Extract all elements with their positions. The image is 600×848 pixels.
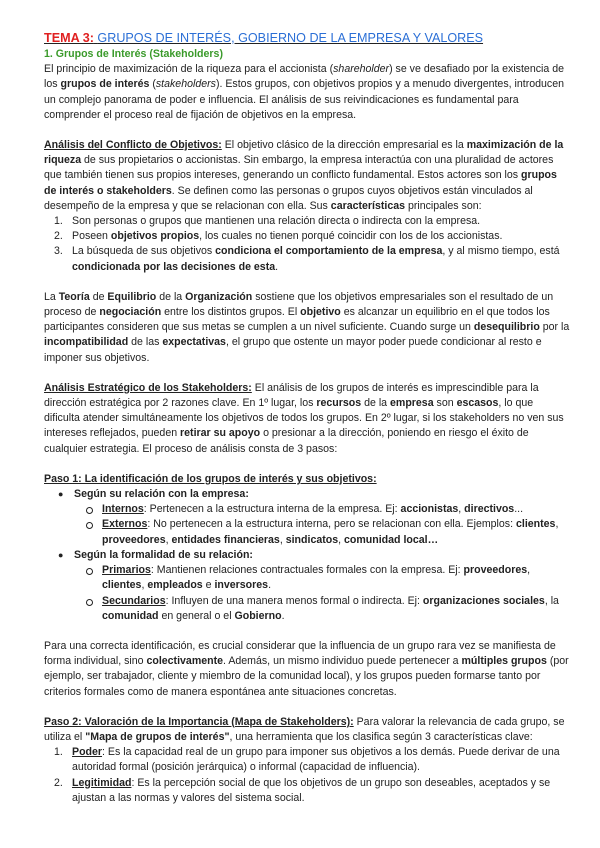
- bullet-icon: ●: [58, 549, 64, 560]
- list-item: 2. Legitimidad: Es la percepción social de que los objetivos de un grupo son deseables, aceptados y se ajustan a las normas y valores del sistema social.: [54, 776, 551, 804]
- title-text: GRUPOS DE INTERÉS, GOBIERNO DE LA EMPRESA Y VALORES: [97, 31, 484, 45]
- title-prefix: TEMA 3:: [44, 31, 94, 45]
- step1-list: [44, 487, 572, 624]
- list-item: 1. Son personas o grupos que mantienen una relación directa o indirecta con la empresa.: [54, 215, 481, 228]
- list-item: 2. Poseen objetivos propios, los cuales no tienen porqué coincidir con los de los accionistas.: [54, 230, 503, 243]
- circle-bullet-icon: [86, 522, 93, 529]
- list-item: 1. Poder: Es la capacidad real de un grupo para imponer sus objetivos a los demás. Puede derivar de una autoridad formal (posición jerárquica) o informal (capacidad de influencia).: [54, 746, 560, 774]
- strategic-analysis-paragraph: Análisis Estratégico de los Stakeholders: El análisis de los grupos de interés es imprescindible para la dirección estratégica por 2 razones clave. En 1º lugar, los recursos de la empresa son escasos, lo que dificulta atender simultáneamente los objetivos de todos los grupos. En 2º lugar, si los stakeholders no ven sus intereses reflejados, pueden retirar su apoyo o presionar a la dirección, poniendo en riesgo el éxito de cualquier estrategia. El proceso de análisis consta de 3 pasos:: [44, 381, 564, 455]
- stakeholder-map-list: [44, 745, 572, 806]
- section-heading: 1. Grupos de Interés (Stakeholders): [44, 48, 223, 60]
- step1-heading: Paso 1: La identificación de los grupos de interés y sus objetivos:: [44, 472, 377, 485]
- list-item: ● Según la formalidad de su relación:: [44, 548, 572, 563]
- page-title: [44, 30, 572, 46]
- list-item: ● Según su relación con la empresa:: [44, 487, 572, 502]
- identification-paragraph: Para una correcta identificación, es crucial considerar que la influencia de un grupo rara vez se manifiesta de forma individual, sino colectivamente. Además, un mismo individuo puede pertenecer a múltiples grupos (por ejemplo, ser trabajador, cliente y miembro de la comunidad local), y los grupos pueden formarse tanto por criterios formales como de manera espontánea ante situaciones concretas.: [44, 639, 569, 698]
- characteristics-list: [44, 214, 572, 275]
- step2-paragraph: Paso 2: Valoración de la Importancia (Mapa de Stakeholders): Para valorar la relevancia de cada grupo, se utiliza el "Mapa de grupos de interés", una herramienta que los clasifica según 3 características clave:: [44, 715, 565, 743]
- bullet-icon: ●: [58, 489, 64, 500]
- circle-bullet-icon: [86, 599, 93, 606]
- circle-bullet-icon: [86, 568, 93, 575]
- circle-bullet-icon: [86, 507, 93, 514]
- conflict-heading: Análisis del Conflicto de Objetivos:: [44, 139, 222, 152]
- list-item: Secundarios: Influyen de una manera menos formal o indirecta. Ej: organizaciones sociales, la comunidad en general o el Gobierno.: [44, 594, 572, 624]
- list-item: Primarios: Mantienen relaciones contractuales formales con la empresa. Ej: proveedores, clientes, empleados e inversores.: [44, 563, 572, 593]
- step2-heading: Paso 2: Valoración de la Importancia (Mapa de Stakeholders):: [44, 715, 354, 728]
- intro-paragraph: El principio de maximización de la riqueza para el accionista (shareholder) se ve desafiado por la existencia de los grupos de interés (stakeholders). Estos grupos, con objetivos propios y a menudo divergentes, introducen un complejo panorama de poder e influencia. El análisis de sus reivindicaciones es fundamental para comprender el proceso real de fijación de objetivos en la empresa.: [44, 63, 564, 121]
- strategic-heading: Análisis Estratégico de los Stakeholders:: [44, 381, 252, 394]
- list-item: 3. La búsqueda de sus objetivos condiciona el comportamiento de la empresa, y al mismo tiempo, está condicionada por las decisiones de esta.: [54, 245, 560, 273]
- list-item: Internos: Pertenecen a la estructura interna de la empresa. Ej: accionistas, directivos...: [44, 502, 572, 517]
- equilibrium-theory-paragraph: La Teoría de Equilibrio de la Organización sostiene que los objetivos empresariales son el resultado de un proceso de negociación entre los distintos grupos. El objetivo es alcanzar un equilibrio en el que todos los participantes consideren que sus metas se cumplen a un nivel suficiente. Cuando surge un desequilibrio por la incompatibilidad de las expectativas, el grupo que ostente un mayor poder puede condicionar al resto e imponer sus objetivos.: [44, 290, 570, 364]
- list-item: Externos: No pertenecen a la estructura interna, pero se relacionan con ella. Ejemplos: clientes, proveedores, entidades financieras, sindicatos, comunidad local…: [44, 517, 572, 547]
- conflict-paragraph: Análisis del Conflicto de Objetivos: El objetivo clásico de la dirección empresarial es la maximización de la riqueza de sus propietarios o accionistas. Sin embargo, la empresa interactúa con una pluralidad de actores que también tienen sus propios intereses, generando un conflicto fundamental. Estos actores son los grupos de interés o stakeholders. Se definen como las personas o grupos cuyos objetivos están vinculados al desempeño de la empresa y que se relacionan con ella. Sus características principales son:: [44, 139, 564, 212]
